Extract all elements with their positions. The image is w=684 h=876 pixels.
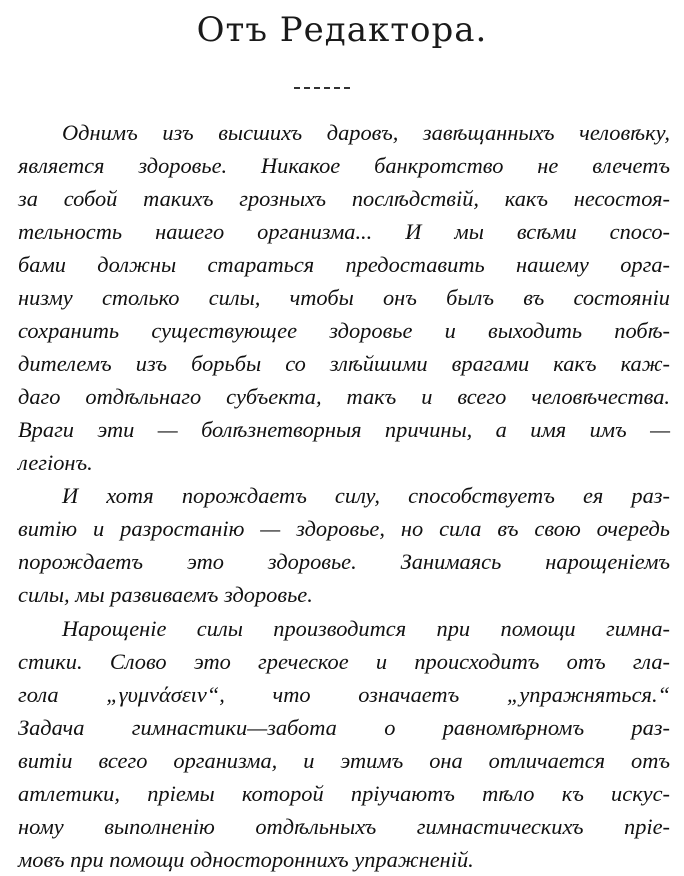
text-line: порождаетъ это здоровье. Занимаясь нарощеніемъ <box>18 549 670 574</box>
text-line: ному выполненію отдѣльныхъ гимнастическихъ пріе- <box>18 814 670 839</box>
text-line: за собой такихъ грозныхъ послѣдствій, какъ несостоя- <box>18 186 670 211</box>
text-line: витіи всего организма, и этимъ она отличается отъ <box>18 748 670 773</box>
text-line: сохранить существующее здоровье и выходить побѣ- <box>18 318 670 343</box>
text-line: легіонъ. <box>18 450 93 475</box>
text-line: Враги эти — болѣзнетворныя причины, а имя имъ — <box>18 417 670 442</box>
paragraph-3 <box>18 612 670 876</box>
text-line: атлетики, пріемы которой пріучаютъ тѣло къ искус- <box>18 781 670 806</box>
text-line: даго отдѣльнаго субъекта, такъ и всего человѣчества. <box>18 384 670 409</box>
text-line: мовъ при помощи одностороннихъ упражненій. <box>18 847 474 872</box>
text-line: Однимъ изъ высшихъ даровъ, завѣщанныхъ человѣку, <box>62 120 670 145</box>
text-line: бами должны стараться предоставить нашему орга- <box>18 252 670 277</box>
text-line: является здоровье. Никакое банкротство не влечетъ <box>18 153 670 178</box>
text-line: низму столько силы, чтобы онъ былъ въ состояніи <box>18 285 670 310</box>
text-line: дителемъ изъ борьбы со злѣйшими врагами какъ каж- <box>18 351 670 376</box>
text-line: силы, мы развиваемъ здоровье. <box>18 582 313 607</box>
paragraph-1 <box>18 116 670 479</box>
paragraph-2 <box>18 479 670 611</box>
text-line: стики. Слово это греческое и происходитъ отъ гла- <box>18 649 670 674</box>
text-line: тельность нашего организма... И мы всѣми спосо- <box>18 219 670 244</box>
text-line: Нарощеніе силы производится при помощи гимна- <box>62 616 670 641</box>
text-line: гола „γυμνάσειν“, что означаетъ „упражняться.“ <box>18 682 670 707</box>
text-line: И хотя порождаетъ силу, способствуетъ ея раз- <box>62 483 670 508</box>
page-title: Отъ Редактора. <box>196 10 488 50</box>
text-line: Задача гимнастики—забота о равномѣрномъ раз- <box>18 715 670 740</box>
title-divider <box>294 87 350 89</box>
text-line: витію и разростанію — здоровье, но сила въ свою очередь <box>18 516 670 541</box>
